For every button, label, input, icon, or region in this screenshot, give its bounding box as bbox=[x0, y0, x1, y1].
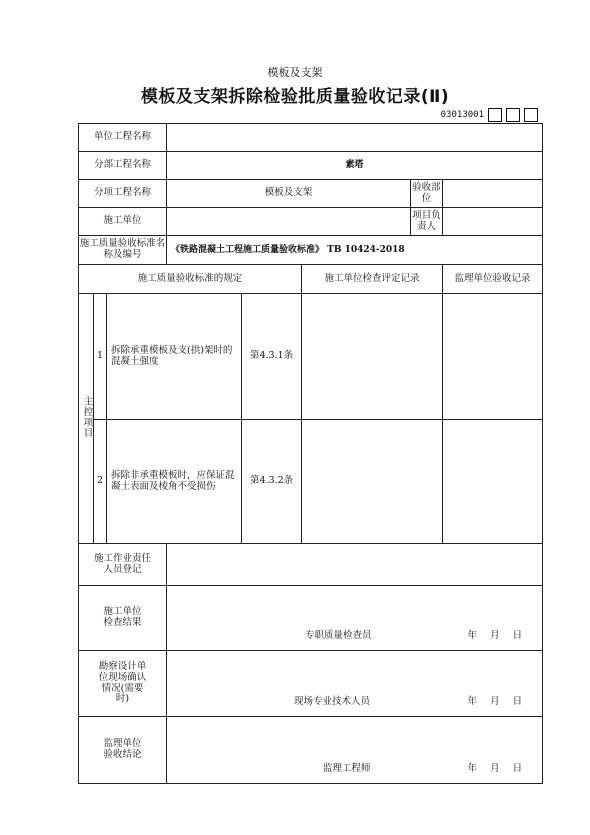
supervisor-date: 年 月 日 bbox=[467, 763, 523, 775]
document-subtitle: 模板及支架 bbox=[267, 66, 323, 79]
row-sub-project bbox=[79, 152, 543, 180]
design-signature-label: 现场专业技术人员 bbox=[294, 696, 371, 708]
standard-value: 《铁路混凝土工程施工质量验收标准》 TB 10424-2018 bbox=[167, 236, 543, 265]
row-worker-register bbox=[79, 544, 543, 586]
code-box-3[interactable] bbox=[524, 108, 538, 122]
acceptance-part-label: 验收部位 bbox=[411, 180, 443, 208]
project-manager-value[interactable] bbox=[443, 208, 543, 236]
construction-unit-value[interactable] bbox=[167, 208, 411, 236]
form-code-number: 03013001 bbox=[440, 110, 484, 120]
form-code bbox=[441, 108, 538, 122]
design-confirmation-label: 勘察设计单位现场确认情况(需要时) bbox=[79, 651, 167, 717]
row-column-headers bbox=[79, 265, 543, 294]
row-contractor-result bbox=[79, 586, 543, 651]
document-title: 模板及支架拆除检验批质量验收记录(Ⅱ) bbox=[140, 87, 450, 107]
item-2-supervisor-record[interactable] bbox=[443, 420, 543, 544]
item-2-clause: 第4.3.2条 bbox=[242, 420, 302, 544]
spec-column-header: 施工质量验收标准的规定 bbox=[79, 265, 302, 294]
item-1-supervisor-record[interactable] bbox=[443, 294, 543, 420]
contractor-date: 年 月 日 bbox=[467, 630, 523, 642]
row-supervisor-conclusion bbox=[79, 717, 543, 784]
main-control-row-2 bbox=[79, 420, 543, 544]
contractor-result-value[interactable] bbox=[167, 586, 543, 651]
code-box-1[interactable] bbox=[488, 108, 502, 122]
item-2-contractor-record[interactable] bbox=[302, 420, 443, 544]
supervisor-signature-label: 监理工程师 bbox=[323, 763, 371, 775]
item-1-number: 1 bbox=[94, 294, 107, 420]
item-1-contractor-record[interactable] bbox=[302, 294, 443, 420]
design-confirmation-value[interactable] bbox=[167, 651, 543, 717]
item-2-number: 2 bbox=[94, 420, 107, 544]
sub-project-value[interactable]: 素塔 bbox=[167, 152, 543, 180]
supervisor-conclusion-label: 监理单位验收结论 bbox=[79, 717, 167, 784]
acceptance-part-value[interactable] bbox=[443, 180, 543, 208]
unit-project-label: 单位工程名称 bbox=[79, 124, 167, 152]
main-control-row-1 bbox=[79, 294, 543, 420]
item-1-clause: 第4.3.1条 bbox=[242, 294, 302, 420]
main-control-label: 主控项目 bbox=[81, 395, 93, 438]
row-standard bbox=[79, 236, 543, 265]
unit-project-value[interactable] bbox=[167, 124, 543, 152]
contractor-result-label: 施工单位检查结果 bbox=[79, 586, 167, 651]
supervisor-record-header: 监理单位验收记录 bbox=[443, 265, 543, 294]
row-unit-project bbox=[79, 124, 543, 152]
construction-unit-label: 施工单位 bbox=[79, 208, 167, 236]
row-construction-unit bbox=[79, 208, 543, 236]
contractor-signature-label: 专职质量检查员 bbox=[305, 630, 372, 642]
worker-register-value[interactable] bbox=[167, 544, 543, 586]
project-manager-label: 项目负责人 bbox=[411, 208, 443, 236]
worker-register-label: 施工作业责任人员登记 bbox=[79, 544, 167, 586]
design-date: 年 月 日 bbox=[467, 696, 523, 708]
main-control-label-cell bbox=[79, 294, 94, 544]
sub-project-label: 分部工程名称 bbox=[79, 152, 167, 180]
standard-label: 施工质量验收标准名称及编号 bbox=[79, 236, 167, 265]
inspection-form-table bbox=[78, 123, 543, 784]
code-box-2[interactable] bbox=[506, 108, 520, 122]
item-2-text: 拆除非承重模板时，应保证混凝土表面及棱角不受损伤 bbox=[107, 420, 242, 544]
item-project-label: 分项工程名称 bbox=[79, 180, 167, 208]
item-1-text: 拆除承重模板及支(拱)架时的混凝土强度 bbox=[107, 294, 242, 420]
row-item-project bbox=[79, 180, 543, 208]
supervisor-conclusion-value[interactable] bbox=[167, 717, 543, 784]
row-design-confirmation bbox=[79, 651, 543, 717]
item-project-value[interactable]: 模板及支架 bbox=[167, 180, 411, 208]
contractor-record-header: 施工单位检查评定记录 bbox=[302, 265, 443, 294]
